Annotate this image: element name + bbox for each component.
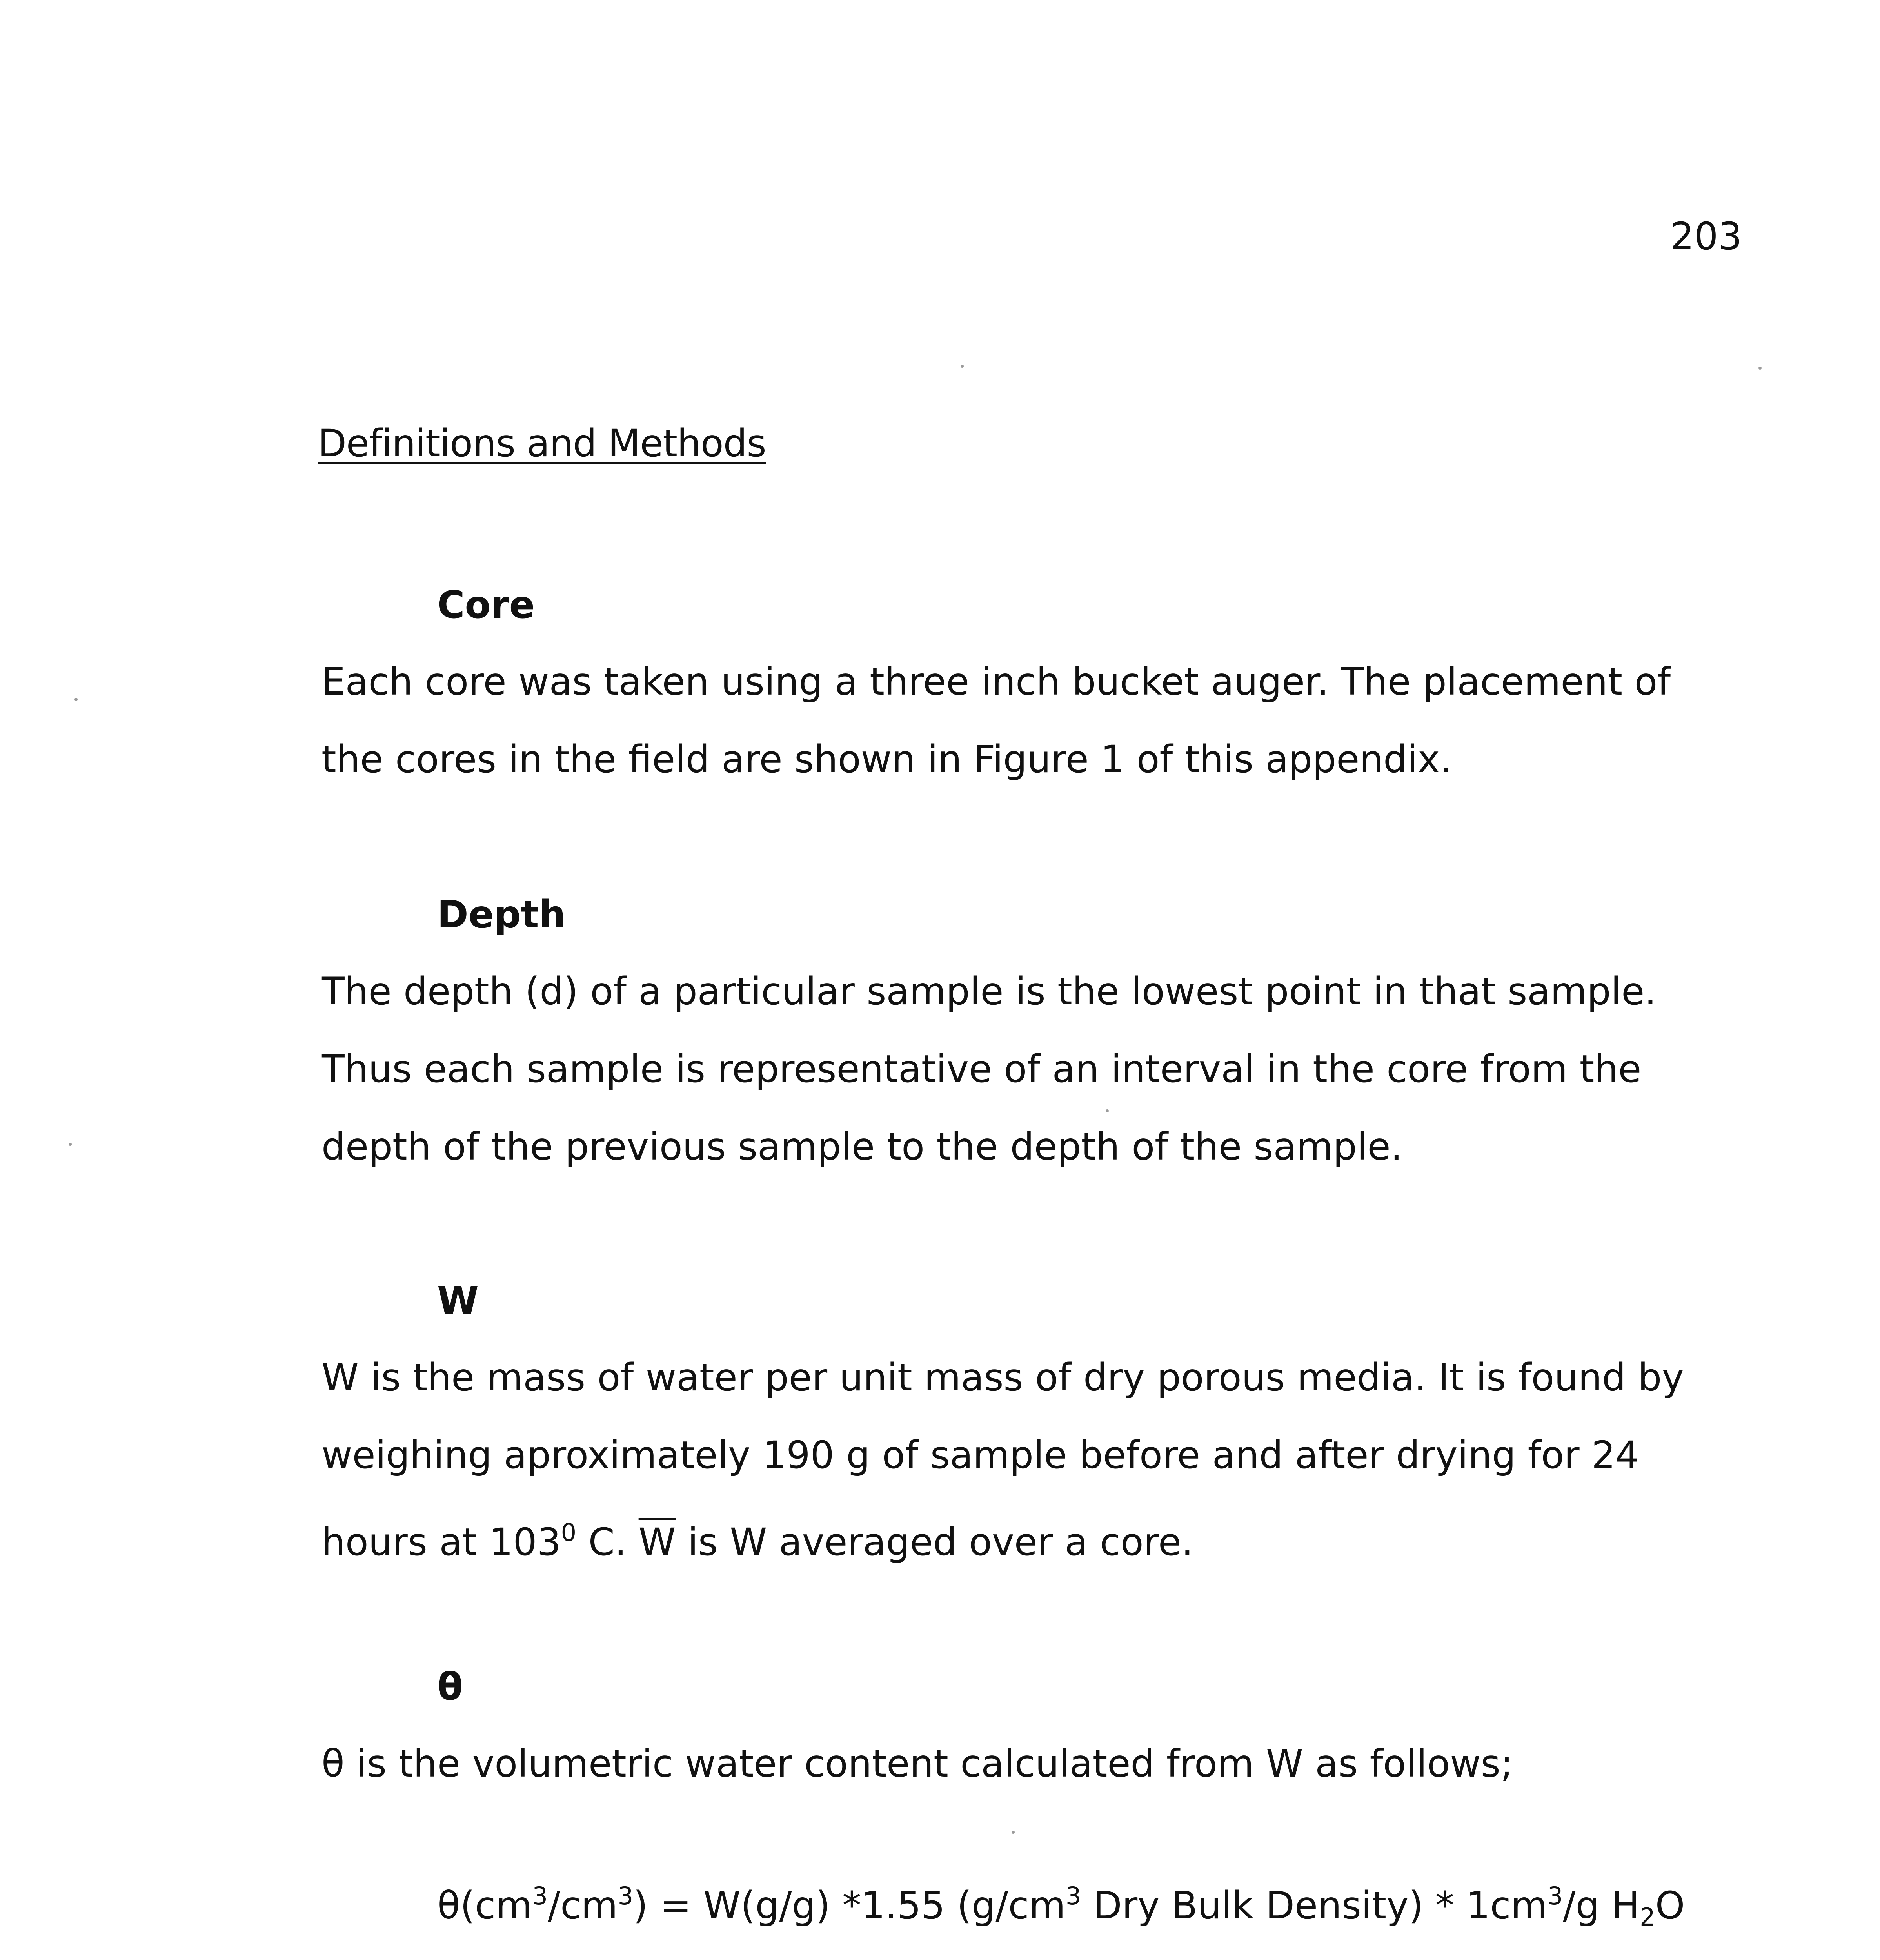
heading-core: Core — [437, 583, 535, 627]
equation — [437, 1882, 1685, 1932]
scan-speck — [74, 698, 78, 701]
superscript: 3 — [532, 1882, 548, 1910]
paragraph-w — [322, 1339, 1772, 1581]
superscript: 0 — [561, 1518, 577, 1547]
w-bar-symbol: $\overline{W}$ — [638, 1520, 676, 1564]
paragraph-line: the cores in the field are shown in Figure 1 of this appendix. — [322, 737, 1452, 781]
paragraph-theta — [322, 1725, 1772, 1802]
paragraph-line: θ is the volumetric water content calculated from W as follows; — [322, 1742, 1513, 1786]
scan-speck — [1106, 1109, 1109, 1112]
paragraph-line: Thus each sample is representative of an interval in the core from the — [322, 1047, 1642, 1091]
text-run: hours at 103 — [322, 1520, 561, 1564]
heading-w: W — [437, 1279, 479, 1323]
paragraph-core — [322, 643, 1772, 798]
equation-text: ) = W(g/g) *1.55 (g/cm — [633, 1884, 1066, 1927]
section-title: Definitions and Methods — [318, 421, 766, 465]
scan-speck — [1012, 1831, 1015, 1834]
paragraph-line — [322, 1494, 1772, 1581]
subscript: 2 — [1640, 1903, 1655, 1931]
equation-text: O — [1655, 1884, 1685, 1927]
paragraph-line: depth of the previous sample to the depth of the sample. — [322, 1125, 1403, 1169]
scan-speck — [1758, 367, 1762, 370]
page-number: 203 — [1670, 214, 1742, 258]
heading-theta: θ — [437, 1665, 463, 1709]
heading-depth: Depth — [437, 893, 566, 936]
text-run: C. — [576, 1520, 639, 1564]
scan-speck — [961, 365, 964, 368]
paragraph-line: Each core was taken using a three inch bucket auger. The placement of — [322, 660, 1671, 704]
text-run: is W averaged over a core. — [676, 1520, 1193, 1564]
paragraph-line: weighing aproximately 190 g of sample before and after drying for 24 — [322, 1433, 1640, 1477]
equation-text: Dry Bulk Density) * 1cm — [1081, 1884, 1548, 1927]
equation-text: /cm — [547, 1884, 618, 1927]
superscript: 3 — [1547, 1882, 1563, 1910]
scan-speck — [69, 1143, 72, 1146]
equation-text: θ(cm — [437, 1884, 532, 1927]
paragraph-line: The depth (d) of a particular sample is the lowest point in that sample. — [322, 969, 1657, 1013]
equation-text: /g H — [1563, 1884, 1640, 1927]
paragraph-depth — [322, 953, 1772, 1185]
paragraph-line: W is the mass of water per unit mass of dry porous media. It is found by — [322, 1356, 1684, 1399]
superscript: 3 — [618, 1882, 634, 1910]
superscript: 3 — [1065, 1882, 1081, 1910]
